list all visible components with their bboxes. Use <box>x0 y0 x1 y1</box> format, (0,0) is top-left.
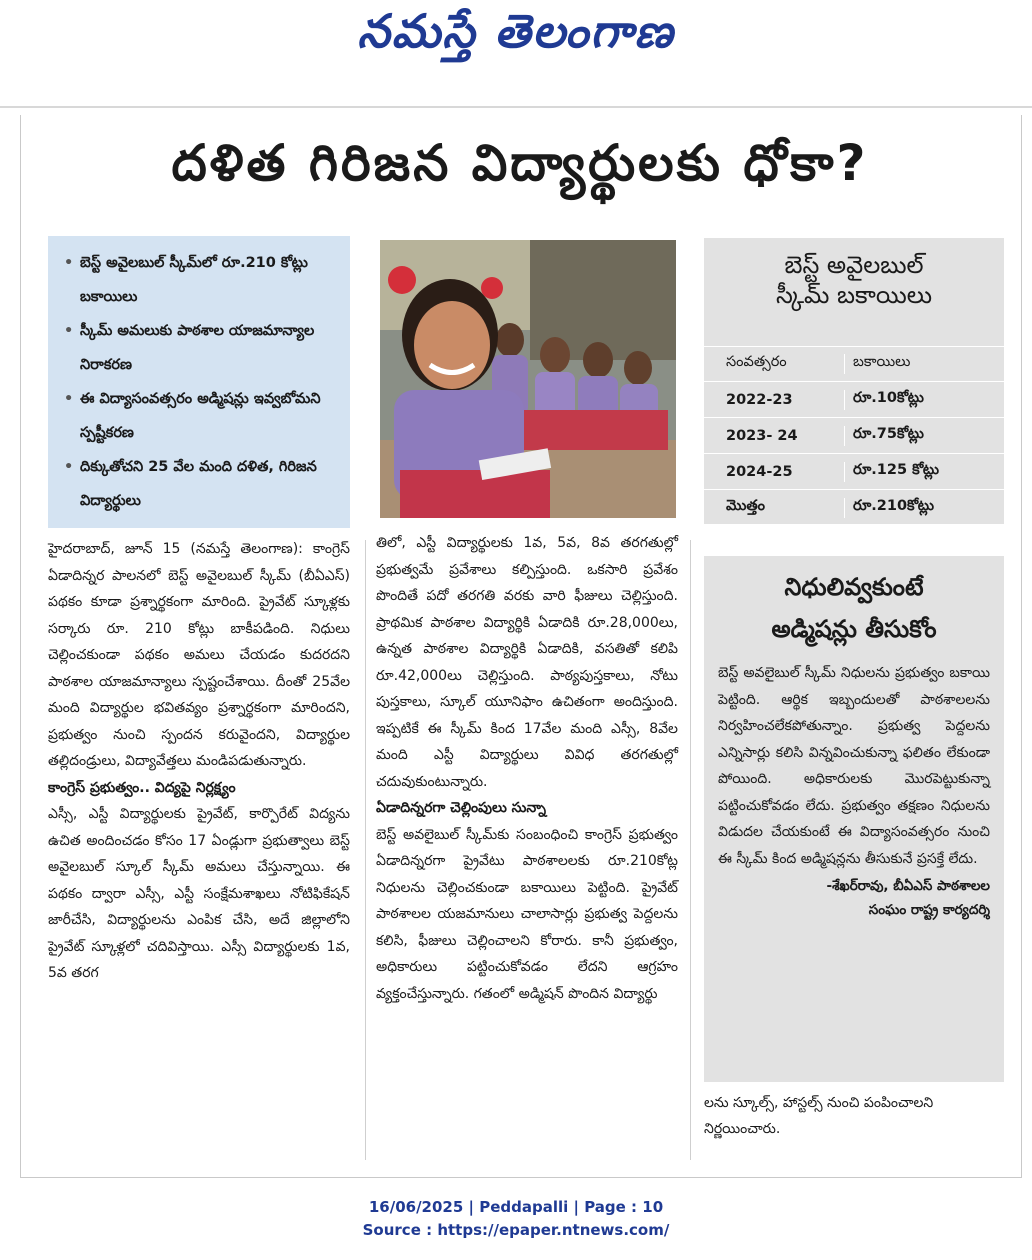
dues-table-title: బెస్ట్ అవైలబుల్ స్కీమ్ బకాయిలు <box>775 251 933 309</box>
quote-body: బెస్ట్ అవలైబుల్ స్కీమ్ నిధులను ప్రభుత్వం బకాయి పెట్టింది. ఆర్థిక ఇబ్బందులతో పాఠశాలలను నిర్వహించలేకపోతున్నాం. ప్రభుత్వ పెద్దలను ఎన్నిసార్లు కలిసి విన్నవించుకున్నా ఫలితం లేకుండా పోయింది. అధికారులకు మొరపెట్టుకున్నా పట్టించుకోవడం లేదు. ప్రభుత్వం తక్షణం నిధులను విడుదల చేయకుంటే ఈ విద్యాసంవత్సరం నుంచి ఈ స్కీమ్ కింద అడ్మిషన్లను తీసుకునే ప్రసక్తే లేదు. <box>718 665 990 867</box>
section-subhead: ఏడాదిన్నరగా చెల్లింపులు సున్నా <box>376 800 547 816</box>
article-headline: దళిత గిరిజన విద్యార్థులకు ధోకా? <box>171 134 869 192</box>
body-paragraph: తిలో, ఎస్టీ విద్యార్థులకు 1వ, 5వ, 8వ తరగతుల్లో ప్రభుత్వమే ప్రవేశాలు కల్పిస్తుంది. ఒకసారి ప్రవేశం పొందితే పదో తరగతి వరకు వారి ఫీజులు చెల్లిస్తుంది. ప్రాథమిక పాఠశాల విద్యార్థికి ఏడాదికి రూ.28,000లు, ఉన్నత పాఠశాల విద్యార్థికి ఏడాదికి, వసతితో కలిపి రూ.42,000లు చెల్లిస్తుంది. పాఠ్యపుస్తకాలు, నోటు పుస్తకాలు, స్కూల్ యూనిఫాం ఉచితంగా అందిస్తుంది. ఇప్పటికే ఈ స్కీమ్ కింద 17వేల మంది ఎస్సీ, 8వేల మంది ఎస్టీ విద్యార్థులు వివిధ తరగతుల్లో చదువుకుంటున్నారు. <box>376 535 678 790</box>
dues-table <box>704 346 1004 525</box>
students-photo <box>380 240 676 518</box>
footer-date-page: 16/06/2025 | Peddapalli | Page : 10 <box>368 1198 664 1216</box>
article-column-2 <box>376 530 678 1007</box>
highlight-item: • దిక్కుతోచని 25 వేల మంది దళిత, గిరిజన విద్యార్థులు <box>62 450 340 518</box>
highlight-item: • ఈ విద్యాసంవత్సరం అడ్మిషన్లు ఇవ్వబోమని స్పష్టీకరణ <box>62 382 340 450</box>
quote-box <box>704 556 1004 1082</box>
year-header: సంవత్సరం <box>726 354 787 370</box>
footer-source: Source : https://epaper.ntnews.com/ <box>362 1221 670 1239</box>
column-divider <box>365 540 366 1160</box>
masthead-rule <box>0 106 1032 108</box>
table-total-row: మొత్తం రూ.210కోట్లు <box>704 489 1004 525</box>
table-row: 2024-25 రూ.125 కోట్లు <box>704 453 1004 489</box>
highlight-item: • స్కీమ్ అమలుకు పాఠశాల యాజమాన్యాల నిరాకరణ <box>62 314 340 382</box>
body-paragraph: బెస్ట్ అవలైబుల్ స్కీమ్‌కు సంబంధించి కాంగ్రెస్ ప్రభుత్వం ఏడాదిన్నరగా ప్రైవేటు పాఠశాలలకు రూ.210కోట్ల నిధులను చెల్లించకుండా బకాయిలు పెట్టింది. ప్రైవేట్ పాఠశాలల యజమానులు చాలాసార్లు ప్రభుత్వ పెద్దలను కలిసి, ఫీజులు చెల్లించాలని కోరారు. కానీ ప్రభుత్వం, అధికారులు పట్టించుకోవడం లేదని ఆగ్రహం వ్యక్తంచేస్తున్నారు. గతంలో అడ్మిషన్ పొందిన విద్యార్థు <box>376 826 678 1002</box>
newspaper-masthead: నమస్తే తెలంగాణ <box>357 4 675 58</box>
article-column-1 <box>48 536 350 987</box>
article-continuation: లను స్కూల్స్, హాస్టల్స్ నుంచి పంపించాలని నిర్ణయించారు. <box>704 1095 934 1137</box>
column-divider <box>690 540 691 1160</box>
dues-table-box <box>704 238 1004 524</box>
quote-title: నిధులివ్వకుంటే అడ్మిషన్లు తీసుకోం <box>771 573 937 643</box>
section-subhead: కాంగ్రెస్ ప్రభుత్వం.. విద్యపై నిర్లక్ష్యం <box>48 779 236 796</box>
highlight-item: • బెస్ట్ అవైలబుల్ స్కీమ్‌లో రూ.210 కోట్లు బకాయిలు <box>62 246 340 314</box>
table-row: 2022-23 రూ.10కోట్లు <box>704 381 1004 417</box>
dues-header: బకాయిలు <box>844 354 1004 374</box>
body-paragraph: ఎస్సీ, ఎస్టీ విద్యార్థులకు ప్రైవేట్, కార్పొరేట్ విద్యను ఉచిత అందించడం కోసం 17 ఏండ్లుగా ప్రభుత్వాలు బెస్ట్ అవైలబుల్ స్కూల్ స్కీమ్ అమలు చేస్తున్నాయి. ఈ పథకం ద్వారా ఎస్సీ, ఎస్టీ సంక్షేమశాఖలు నోటిఫికేషన్ జారీచేసి, విద్యార్థులను ఎంపిక చేసి, అదే జిల్లాలోని ప్రైవేట్ స్కూళ్లలో చదివిస్తాయి. ఎస్సీ విద్యార్థులకు 1వ, 5వ తరగ <box>48 806 350 981</box>
table-row: 2023- 24 రూ.75కోట్లు <box>704 417 1004 453</box>
table-header-row <box>704 346 1004 381</box>
quote-signature: -శేఖర్‌రావు, బీఏఎస్ పాఠశాలల సంఘం రాష్ట్ర కార్యదర్శి <box>826 878 990 918</box>
highlights-box <box>48 236 350 528</box>
body-paragraph: హైదరాబాద్, జూన్ 15 (నమస్తే తెలంగాణ): కాంగ్రెస్ ఏడాదిన్నర పాలనలో బెస్ట్ అవైలబుల్ స్కీమ్ (బీఏఎస్) పథకం కూడా ప్రశ్నార్థకంగా మారింది. ప్రైవేట్ స్కూళ్లకు సర్కారు రూ. 210 కోట్లు బాకీపడింది. నిధులు చెల్లించకుండా పథకం అమలు చేయడం కుదరదని పాఠశాల యాజమాన్యాలు స్పష్టంచేశాయి. దీంతో 25వేల మంది విద్యార్థుల భవితవ్యం ప్రశ్నార్థకంగా మారిందని, ప్రభుత్వం నుంచి స్పందన కరువైందని, విద్యార్థుల తల్లిదండ్రులు, విద్యావేత్తలు మండిపడుతున్నారు. <box>48 541 350 769</box>
